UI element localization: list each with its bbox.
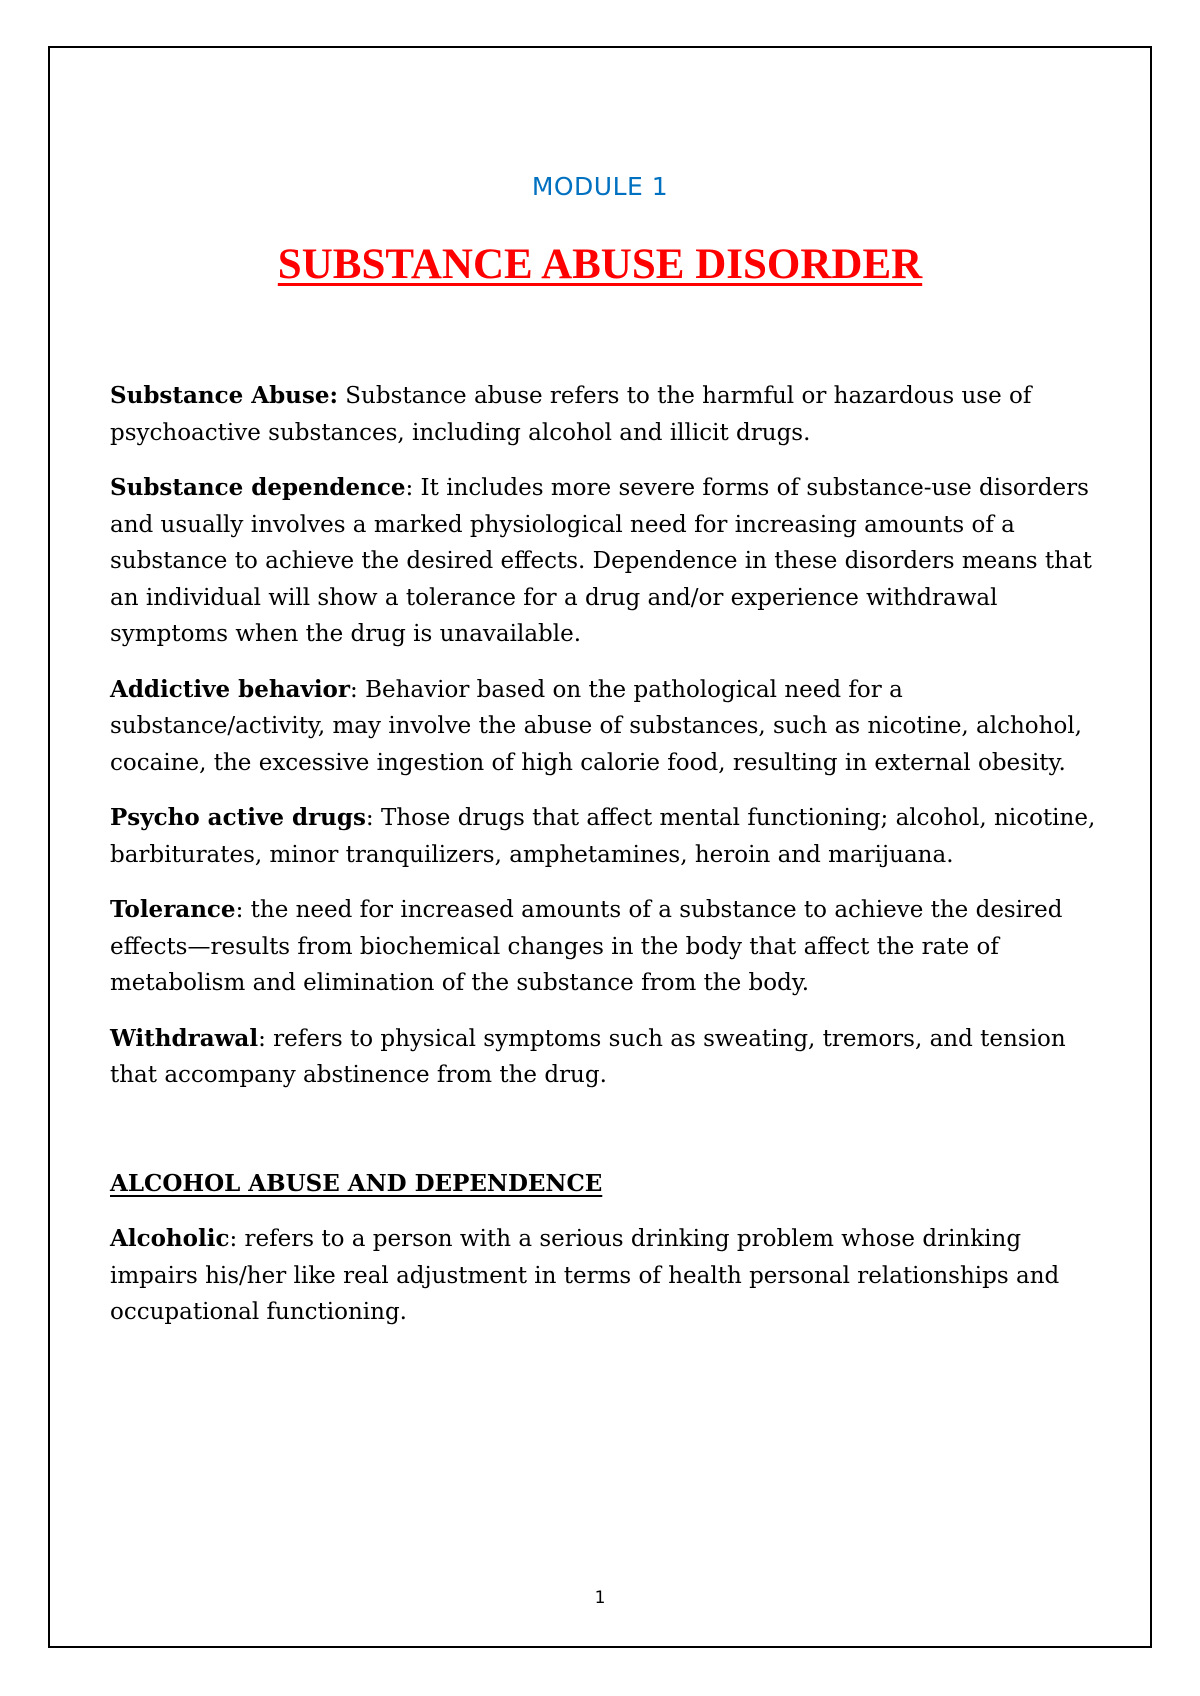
definition-term: Substance Abuse: (110, 382, 338, 409)
definition-text: Substance abuse refers to the harmful or hazardous use of psychoactive substances, including alcohol and illicit drugs. (110, 383, 1032, 446)
definition-substance-abuse (110, 378, 1110, 451)
definition-term: Substance dependence (110, 474, 406, 501)
definition-tolerance (110, 892, 1110, 1002)
definition-text: : It includes more severe forms of substance-use disorders and usually involves a marked physiological need for increasing amounts of a substance to achieve the desired effects. Dependence in these disorders means that an individual will show a tolerance for a drug and/or experience withdrawal symptoms when the drug is unavailable. (110, 475, 1092, 647)
module-label: MODULE 1 (531, 172, 669, 201)
definition-text: : Behavior based on the pathological need for a substance/activity, may involve the abuse of substances, such as nicotine, alchohol, cocaine, the excessive ingestion of high calorie food, resulting in external obesity. (110, 676, 1082, 776)
document-body (110, 378, 1110, 1350)
definition-term: Psycho active drugs (110, 804, 366, 831)
definition-text: : refers to a person with a serious drinking problem whose drinking impairs his/her like real adjustment in terms of health personal relationships and occupational functioning. (110, 1226, 1060, 1325)
section-heading-alcohol: ALCOHOL ABUSE AND DEPENDENCE (110, 1169, 603, 1197)
definition-addictive-behavior (110, 672, 1110, 782)
definition-alcoholic (110, 1221, 1110, 1331)
definition-substance-dependence (110, 470, 1110, 653)
definition-term: Tolerance (110, 896, 236, 923)
definition-withdrawal (110, 1021, 1110, 1094)
document-title: SUBSTANCE ABUSE DISORDER (277, 241, 923, 288)
definition-text: : Those drugs that affect mental functioning; alcohol, nicotine, barbiturates, minor tranquilizers, amphetamines, heroin and marijuana. (110, 805, 1096, 868)
definition-term: Alcoholic (110, 1225, 230, 1252)
page-number: 1 (594, 1588, 606, 1608)
definition-psycho-active-drugs (110, 800, 1110, 873)
definition-text: : the need for increased amounts of a substance to achieve the desired effects—results from biochemical changes in the body that affect the rate of metabolism and elimination of the substance from the body. (110, 897, 1063, 996)
definition-term: Withdrawal (110, 1024, 259, 1052)
definition-term: Addictive behavior (110, 675, 351, 703)
definition-text: : refers to physical symptoms such as sweating, tremors, and tension that accompany abstinence from the drug. (110, 1025, 1066, 1088)
